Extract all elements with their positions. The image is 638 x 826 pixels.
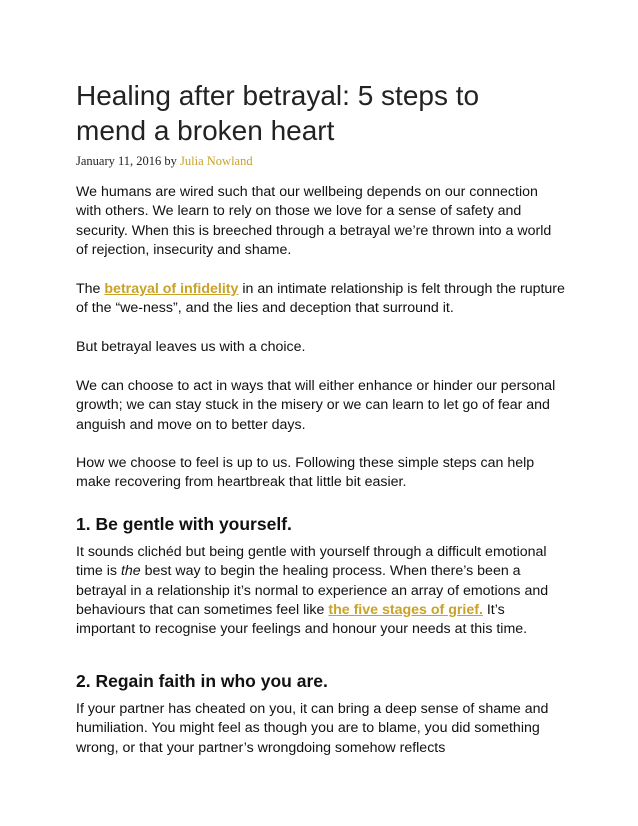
- paragraph-infidelity: [76, 280, 566, 319]
- paragraph-text: The: [76, 281, 105, 297]
- author-link[interactable]: Julia Nowland: [180, 154, 253, 168]
- paragraph-intro: We humans are wired such that our wellbeing depends on our connection with others. We learn to rely on those we love for a sense of safety and security. When this is breeched through a betrayal we’re thrown into a world of rejection, insecurity and shame.: [76, 184, 552, 258]
- section-2-body: If your partner has cheated on you, it can bring a deep sense of shame and humiliation. You might feel as though you are to blame, you did something wrong, or that your partner’s wrongdoing somehow reflects: [76, 701, 549, 756]
- emphasis-text: the: [120, 563, 141, 580]
- article-title: Healing after betrayal: 5 steps to mend a broken heart: [76, 80, 480, 146]
- byline-date: January 11, 2016 by: [76, 154, 181, 168]
- paragraph-growth: We can choose to act in ways that will either enhance or hinder our personal growth; we can stay stuck in the misery or we can learn to let go of fear and anguish and move on to better days.: [76, 378, 556, 433]
- paragraph-text: best way to begin the healing process. When there’s been a betrayal in a relationship it’s normal to experience an array of emotions and behaviours that can sometimes feel like: [76, 563, 549, 618]
- five-stages-of-grief-link[interactable]: the five stages of grief.: [328, 601, 483, 618]
- betrayal-of-infidelity-link[interactable]: betrayal of infidelity: [104, 281, 239, 297]
- section-1-body: [76, 543, 566, 639]
- article-byline: [76, 153, 253, 169]
- paragraph-text: It sounds clichéd but being gentle with yourself through a difficult emotional time is: [76, 544, 547, 580]
- paragraph-text: It’s important to recognise your feelings and honour your needs at this time.: [76, 601, 528, 638]
- paragraph-text: in an intimate relationship is felt through the rupture of the “we-ness”, and the lies and deception that surround it.: [76, 281, 565, 317]
- section-heading-1: 1. Be gentle with yourself.: [76, 514, 292, 534]
- paragraph-choice: But betrayal leaves us with a choice.: [76, 339, 306, 355]
- paragraph-steps-intro: How we choose to feel is up to us. Following these simple steps can help make recovering from heartbreak that little bit easier.: [76, 455, 535, 491]
- section-heading-2: 2. Regain faith in who you are.: [76, 671, 328, 691]
